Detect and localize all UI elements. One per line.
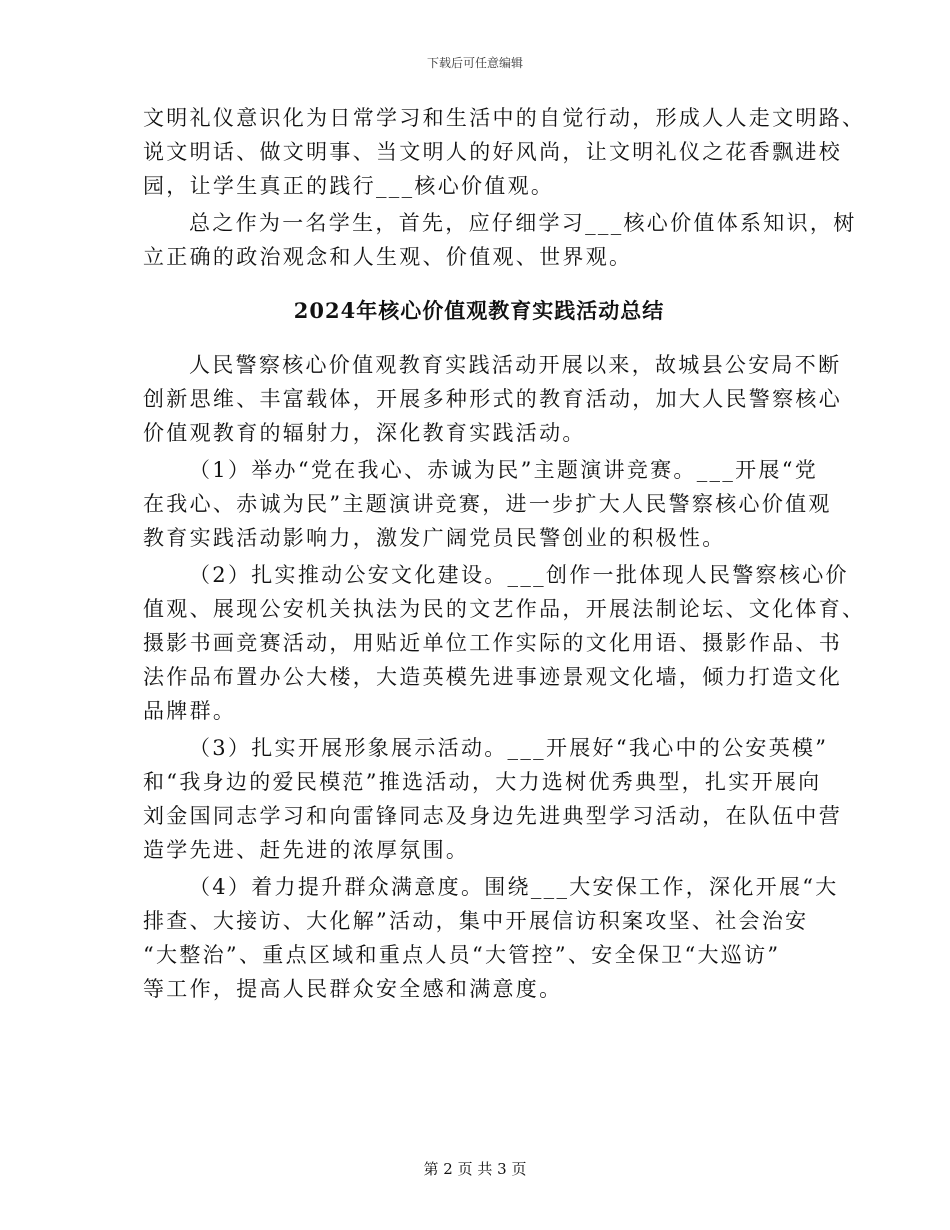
text-line: 排查、大接访、大化解”活动，集中开展信访积案攻坚、社会治安 (143, 909, 809, 933)
paragraph-item-3 (143, 731, 842, 867)
text-line: 创新思维、丰富载体，开展多种形式的教育活动，加大人民警察核心 (143, 387, 842, 411)
text-line: 等工作，提高人民群众安全感和满意度。 (143, 977, 563, 1001)
paragraph-item-2 (143, 558, 866, 728)
text-line: 刘金国同志学习和向雷锋同志及身边先进典型学习活动，在队伍中营 (143, 804, 842, 828)
document-body (143, 101, 866, 1006)
text-line: 园，让学生真正的践行___核心价值观。 (143, 174, 555, 198)
paragraph-item-1 (143, 453, 832, 555)
text-line: 总之作为一名学生，首先，应仔细学习___核心价值体系知识，树 (189, 211, 857, 235)
text-line: 说文明话、做文明事、当文明人的好风尚，让文明礼仪之花香飘进校 (143, 140, 842, 164)
text-line: 文明礼仪意识化为日常学习和生活中的自觉行动，形成人人走文明路、 (143, 106, 866, 130)
text-line: 人民警察核心价值观教育实践活动开展以来，故城县公安局不断 (189, 353, 842, 377)
paragraph-civility (143, 101, 866, 203)
text-line: 价值观教育的辐射力，深化教育实践活动。 (143, 421, 586, 445)
section-title: 2024年核心价值观教育实践活动总结 (293, 298, 665, 323)
text-line: 品牌群。 (143, 699, 237, 723)
text-line: 摄影书画竞赛活动，用贴近单位工作实际的文化用语、摄影作品、书 (143, 631, 842, 655)
paragraph-conclusion (143, 206, 857, 274)
text-line: （4）着力提升群众满意度。围绕___大安保工作，深化开展“大 (189, 875, 839, 899)
text-line: 和“我身边的爱民模范”推选活动，大力选树优秀典型，扎实开展向 (143, 770, 822, 794)
text-line: （2）扎实推动公安文化建设。___创作一批体现人民警察核心价 (189, 563, 849, 587)
page-header: 下载后可任意编辑 (426, 56, 523, 70)
text-line: 教育实践活动影响力，激发广阔党员民警创业的积极性。 (143, 526, 726, 550)
text-line: 造学先进、赶先进的浓厚氛围。 (143, 838, 470, 862)
page-footer: 第 2 页 共 3 页 (423, 1160, 527, 1178)
text-line: 值观、展现公安机关执法为民的文艺作品，开展法制论坛、文化体育、 (143, 597, 866, 621)
paragraph-item-4 (143, 870, 839, 1006)
text-line: （3）扎实开展形象展示活动。___开展好“我心中的公安英模” (189, 736, 829, 760)
text-line: “大整治”、重点区域和重点人员“大管控”、安全保卫“大巡访” (143, 943, 781, 967)
text-line: 立正确的政治观念和人生观、价值观、世界观。 (143, 245, 633, 269)
text-line: 在我心、赤诚为民”主题演讲竞赛，进一步扩大人民警察核心价值观 (143, 492, 832, 516)
text-line: 法作品布置办公大楼，大造英模先进事迹景观文化墙，倾力打造文化 (143, 665, 842, 689)
paragraph-intro (143, 348, 842, 450)
text-line: （1）举办“党在我心、赤诚为民”主题演讲竞赛。___开展“党 (189, 458, 819, 482)
